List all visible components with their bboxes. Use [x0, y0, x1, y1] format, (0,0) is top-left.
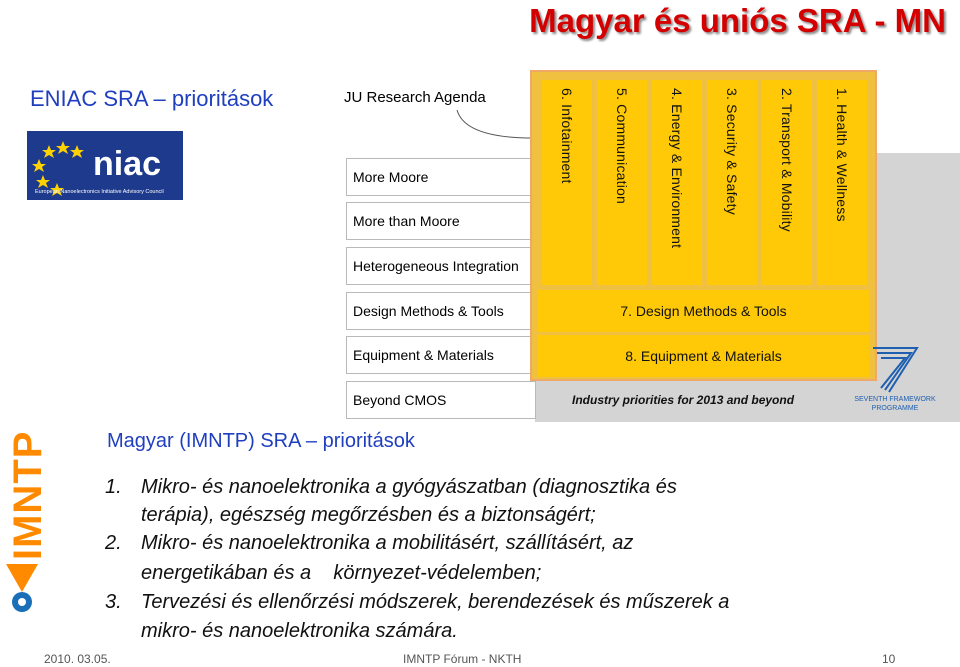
list-text: Mikro- és nanoelektronika a gyógyászatban (diagnosztika és — [141, 476, 677, 498]
column-label: 6. Infotainment — [559, 88, 575, 184]
connector-arrow-icon — [455, 108, 535, 148]
list-item-continuation: terápia), egészség megőrzésben és a biztonságért; — [141, 504, 596, 526]
row-label-equipment-materials: Equipment & Materials — [346, 336, 536, 374]
list-text: Mikro- és nanoelektronika a mobilitásért, szállításért, az — [141, 532, 634, 554]
list-text: Tervezési és ellenőrzési módszerek, berendezések és műszerek a — [141, 591, 730, 613]
column-label: 4. Energy & Environment — [669, 88, 685, 249]
agenda-title: JU Research Agenda — [344, 89, 486, 106]
imntp-emblem-icon — [4, 562, 40, 614]
row-label-heterogeneous-integration: Heterogeneous Integration — [346, 247, 536, 285]
column-energy-environment — [652, 80, 702, 285]
list-item — [105, 591, 729, 614]
page-number: 10 — [882, 652, 896, 666]
column-security-safety — [707, 80, 757, 285]
fp7-line1: SEVENTH FRAMEWORK — [854, 396, 936, 403]
list-number: 1. — [105, 476, 122, 498]
bar-equipment-materials: 8. Equipment & Materials — [538, 335, 869, 377]
imntp-logo-text: IMNTP — [6, 430, 50, 560]
sub-title: Magyar (IMNTP) SRA – prioritások — [107, 430, 415, 452]
column-transport-mobility — [762, 80, 812, 285]
column-infotainment — [542, 80, 592, 285]
slide-title: Magyar és uniós SRA - MN — [529, 2, 946, 39]
list-item-continuation: energetikában és a környezet-védelemben; — [141, 562, 542, 584]
niac-logo — [27, 131, 183, 200]
niac-logo-text: niac — [93, 145, 162, 183]
niac-tagline: European Nanoelectronics Initiative Advisory Council — [35, 189, 164, 195]
row-label-more-than-moore: More than Moore — [346, 202, 536, 240]
column-label: 2. Transport & Mobility — [779, 88, 795, 232]
fp7-logo — [853, 344, 937, 414]
list-number: 2. — [105, 532, 122, 554]
column-health-wellness — [817, 80, 867, 285]
list-item-continuation: mikro- és nanoelektronika számára. — [141, 620, 458, 642]
section-title: ENIAC SRA – prioritások — [30, 86, 274, 111]
list-item — [105, 532, 633, 555]
fp7-seven-icon — [853, 344, 937, 394]
row-label-more-moore: More Moore — [346, 158, 536, 196]
column-label: 5. Communication — [614, 88, 630, 205]
row-label-beyond-cmos: Beyond CMOS — [346, 381, 536, 419]
imntp-logo — [4, 410, 50, 615]
footer-date: 2010. 03.05. — [44, 652, 111, 666]
column-label: 3. Security & Safety — [724, 88, 740, 215]
fp7-line2: PROGRAMME — [871, 405, 919, 412]
column-communication — [597, 80, 647, 285]
column-label: 1. Health & Wellness — [834, 88, 850, 222]
list-number: 3. — [105, 591, 122, 613]
list-item — [105, 476, 677, 499]
row-label-design-methods: Design Methods & Tools — [346, 292, 536, 330]
footer-center: IMNTP Fórum - NKTH — [403, 652, 522, 666]
industry-caption: Industry priorities for 2013 and beyond — [572, 393, 795, 407]
bar-design-methods: 7. Design Methods & Tools — [538, 290, 869, 332]
